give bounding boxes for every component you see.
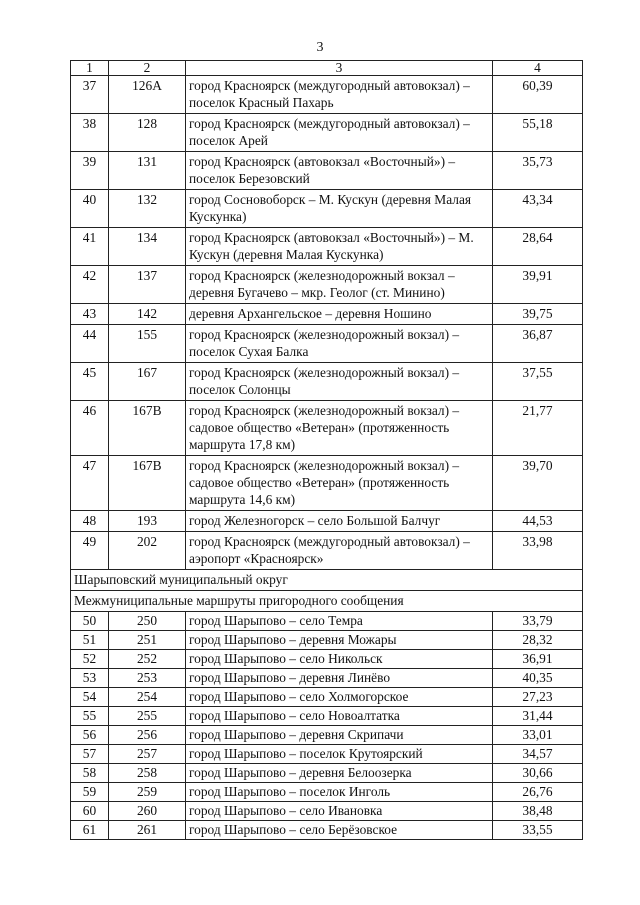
row-number: 46 (71, 401, 109, 456)
route-name: город Шарыпово – село Берёзовское (186, 821, 493, 840)
row-number: 51 (71, 631, 109, 650)
table-row (71, 669, 583, 688)
row-number: 38 (71, 114, 109, 152)
row-number: 58 (71, 764, 109, 783)
route-number: 257 (109, 745, 186, 764)
route-length: 39,91 (493, 266, 583, 304)
route-name: деревня Архангельское – деревня Ношино (186, 304, 493, 325)
route-number: 193 (109, 511, 186, 532)
routes-body-bottom (71, 612, 583, 840)
header-col-4: 4 (493, 61, 583, 76)
route-number: 254 (109, 688, 186, 707)
route-length: 39,70 (493, 456, 583, 511)
row-number: 54 (71, 688, 109, 707)
route-name: город Красноярск (железнодорожный вокзал) – садовое общество «Ветеран» (протяженность маршрута 14,6 км) (186, 456, 493, 511)
header-col-2: 2 (109, 61, 186, 76)
table-row (71, 631, 583, 650)
table-row (71, 821, 583, 840)
row-number: 61 (71, 821, 109, 840)
route-number: 252 (109, 650, 186, 669)
route-name: город Красноярск (автовокзал «Восточный») – М. Кускун (деревня Малая Кускунка) (186, 228, 493, 266)
row-number: 57 (71, 745, 109, 764)
route-name: город Шарыпово – поселок Инголь (186, 783, 493, 802)
routes-table (70, 60, 583, 840)
route-number: 131 (109, 152, 186, 190)
header-col-3: 3 (186, 61, 493, 76)
row-number: 45 (71, 363, 109, 401)
table-row (71, 304, 583, 325)
table-row (71, 401, 583, 456)
table-row (71, 612, 583, 631)
route-length: 31,44 (493, 707, 583, 726)
table-row (71, 363, 583, 401)
route-name: город Шарыпово – село Ивановка (186, 802, 493, 821)
route-number: 261 (109, 821, 186, 840)
route-number: 132 (109, 190, 186, 228)
row-number: 47 (71, 456, 109, 511)
section-type: Межмуниципальные маршруты пригородного сообщения (71, 591, 583, 612)
route-length: 40,35 (493, 669, 583, 688)
route-name: город Красноярск (железнодорожный вокзал) – поселок Сухая Балка (186, 325, 493, 363)
section-district: Шарыповский муниципальный округ (71, 570, 583, 591)
route-number: 251 (109, 631, 186, 650)
route-number: 253 (109, 669, 186, 688)
route-number: 167В (109, 456, 186, 511)
route-name: город Красноярск (междугородный автовокзал) – поселок Арей (186, 114, 493, 152)
route-number: 137 (109, 266, 186, 304)
section-headers (71, 570, 583, 612)
row-number: 53 (71, 669, 109, 688)
route-number: 142 (109, 304, 186, 325)
route-name: город Железногорск – село Большой Балчуг (186, 511, 493, 532)
route-number: 155 (109, 325, 186, 363)
table-row (71, 266, 583, 304)
route-length: 30,66 (493, 764, 583, 783)
table-row (71, 764, 583, 783)
route-length: 34,57 (493, 745, 583, 764)
route-length: 36,87 (493, 325, 583, 363)
row-number: 39 (71, 152, 109, 190)
route-name: город Красноярск (автовокзал «Восточный») – поселок Березовский (186, 152, 493, 190)
route-length: 36,91 (493, 650, 583, 669)
section-row-district (71, 570, 583, 591)
row-number: 40 (71, 190, 109, 228)
routes-body-top (71, 76, 583, 570)
row-number: 44 (71, 325, 109, 363)
page-number: 3 (316, 40, 324, 55)
row-number: 43 (71, 304, 109, 325)
table-row (71, 532, 583, 570)
route-name: город Красноярск (междугородный автовокзал) – поселок Красный Пахарь (186, 76, 493, 114)
route-name: город Шарыпово – село Никольск (186, 650, 493, 669)
table-row (71, 802, 583, 821)
route-length: 39,75 (493, 304, 583, 325)
header-row (71, 61, 583, 76)
table-row (71, 325, 583, 363)
section-row-type (71, 591, 583, 612)
route-length: 28,32 (493, 631, 583, 650)
route-number: 128 (109, 114, 186, 152)
table-row (71, 511, 583, 532)
table-row (71, 76, 583, 114)
row-number: 42 (71, 266, 109, 304)
row-number: 48 (71, 511, 109, 532)
route-length: 44,53 (493, 511, 583, 532)
route-name: город Шарыпово – поселок Крутоярский (186, 745, 493, 764)
route-name: город Шарыпово – село Новоалтатка (186, 707, 493, 726)
route-name: город Красноярск (железнодорожный вокзал) – садовое общество «Ветеран» (протяженность маршрута 17,8 км) (186, 401, 493, 456)
route-length: 26,76 (493, 783, 583, 802)
table-row (71, 152, 583, 190)
table-row (71, 688, 583, 707)
table-row (71, 456, 583, 511)
table-row (71, 228, 583, 266)
route-length: 35,73 (493, 152, 583, 190)
table-row (71, 190, 583, 228)
route-length: 27,23 (493, 688, 583, 707)
route-length: 21,77 (493, 401, 583, 456)
route-name: город Красноярск (междугородный автовокзал) – аэропорт «Красноярск» (186, 532, 493, 570)
table-row (71, 726, 583, 745)
route-name: город Шарыпово – деревня Скрипачи (186, 726, 493, 745)
route-length: 43,34 (493, 190, 583, 228)
table-row (71, 650, 583, 669)
route-length: 33,79 (493, 612, 583, 631)
table-row (71, 745, 583, 764)
route-number: 255 (109, 707, 186, 726)
route-number: 260 (109, 802, 186, 821)
table-row (71, 114, 583, 152)
route-name: город Шарыпово – село Темра (186, 612, 493, 631)
route-name: город Сосновоборск – М. Кускун (деревня Малая Кускунка) (186, 190, 493, 228)
route-number: 250 (109, 612, 186, 631)
table-row (71, 783, 583, 802)
route-length: 33,55 (493, 821, 583, 840)
header-col-1: 1 (71, 61, 109, 76)
row-number: 49 (71, 532, 109, 570)
row-number: 52 (71, 650, 109, 669)
route-number: 258 (109, 764, 186, 783)
route-length: 33,01 (493, 726, 583, 745)
route-length: 38,48 (493, 802, 583, 821)
route-number: 256 (109, 726, 186, 745)
route-length: 37,55 (493, 363, 583, 401)
route-name: город Красноярск (железнодорожный вокзал – деревня Бугачево – мкр. Геолог (ст. Минино) (186, 266, 493, 304)
row-number: 59 (71, 783, 109, 802)
route-number: 126А (109, 76, 186, 114)
route-name: город Красноярск (железнодорожный вокзал) – поселок Солонцы (186, 363, 493, 401)
route-name: город Шарыпово – деревня Белоозерка (186, 764, 493, 783)
route-name: город Шарыпово – деревня Можары (186, 631, 493, 650)
row-number: 41 (71, 228, 109, 266)
row-number: 37 (71, 76, 109, 114)
table-row (71, 707, 583, 726)
row-number: 60 (71, 802, 109, 821)
route-length: 60,39 (493, 76, 583, 114)
row-number: 50 (71, 612, 109, 631)
route-length: 33,98 (493, 532, 583, 570)
route-length: 28,64 (493, 228, 583, 266)
route-name: город Шарыпово – село Холмогорское (186, 688, 493, 707)
row-number: 55 (71, 707, 109, 726)
route-number: 167 (109, 363, 186, 401)
route-number: 202 (109, 532, 186, 570)
route-number: 134 (109, 228, 186, 266)
route-length: 55,18 (493, 114, 583, 152)
row-number: 56 (71, 726, 109, 745)
route-number: 259 (109, 783, 186, 802)
route-number: 167В (109, 401, 186, 456)
route-name: город Шарыпово – деревня Линёво (186, 669, 493, 688)
